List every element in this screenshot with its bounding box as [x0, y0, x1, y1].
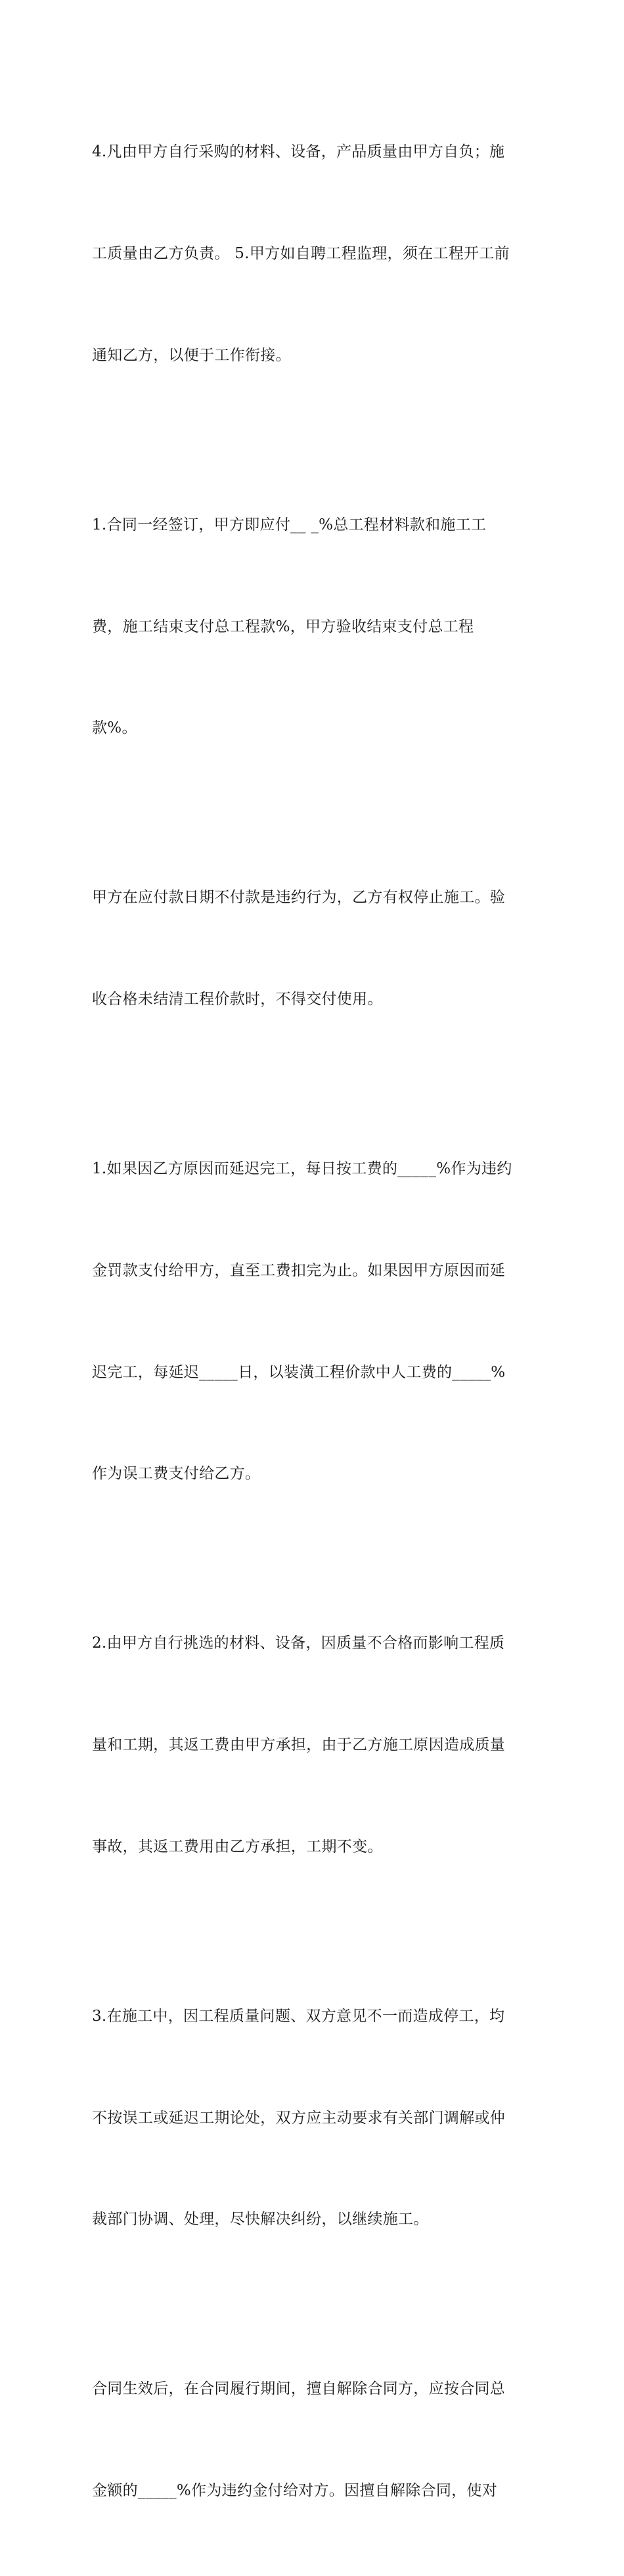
text-line: 费，施工结束支付总工程款%，甲方验收结束支付总工程 [92, 618, 474, 635]
text-line: 量和工期，其返工费由甲方承担，由于乙方施工原因造成质量 [92, 1736, 506, 1754]
paragraph-material-quality [92, 68, 539, 441]
text-line: 通知乙方，以便于工作衔接。 [92, 346, 291, 364]
text-line: 事故，其返工费用由乙方承担，工期不变。 [92, 1838, 383, 1855]
text-line: 合同生效后，在合同履行期间，擅自解除合同方，应按合同总 [92, 2380, 506, 2398]
paragraph-late-payment [92, 813, 539, 1085]
text-line: 2.由甲方自行挑选的材料、设备，因质量不合格而影响工程质 [92, 1635, 505, 1652]
text-line: 收合格未结清工程价款时，不得交付使用。 [92, 991, 383, 1008]
text-line: 金罚款支付给甲方，直至工费扣完为止。如果因甲方原因而延 [92, 1261, 506, 1279]
text-line: 作为误工费支付给乙方。 [92, 1465, 261, 1483]
text-line: 不按误工或延迟工期论处，双方应主动要求有关部门调解或仲 [92, 2109, 506, 2127]
text-line: 工质量由乙方负责。 5.甲方如自聘工程监理，须在工程开工前 [92, 244, 510, 262]
paragraph-dispute-resolution [92, 1932, 539, 2305]
paragraph-termination [92, 2305, 539, 2576]
text-line: 4.凡由甲方自行采购的材料、设备，产品质量由甲方自负；施 [92, 143, 505, 161]
text-line: 甲方在应付款日期不付款是违约行为，乙方有权停止施工。验 [92, 889, 506, 907]
text-line: 迟完工，每延迟_____日，以装潢工程价款中人工费的_____% [92, 1363, 506, 1381]
text-line: 金额的_____%作为违约金付给对方。因擅自解除合同，使对 [92, 2482, 498, 2500]
text-line: 裁部门协调、处理，尽快解决纠纷，以继续施工。 [92, 2211, 429, 2228]
paragraph-rework-cost [92, 1559, 539, 1932]
text-line: 1.如果因乙方原因而延迟完工，每日按工费的_____%作为违约 [92, 1160, 512, 1177]
text-line: 3.在施工中，因工程质量问题、双方意见不一而造成停工，均 [92, 2007, 505, 2025]
text-line: 1.合同一经签订，甲方即应付__ _%总工程材料款和施工工 [92, 516, 487, 533]
document-body [92, 68, 539, 2576]
paragraph-payment-terms [92, 441, 539, 814]
paragraph-delay-penalty [92, 1085, 539, 1559]
text-line: 款%。 [92, 719, 137, 737]
